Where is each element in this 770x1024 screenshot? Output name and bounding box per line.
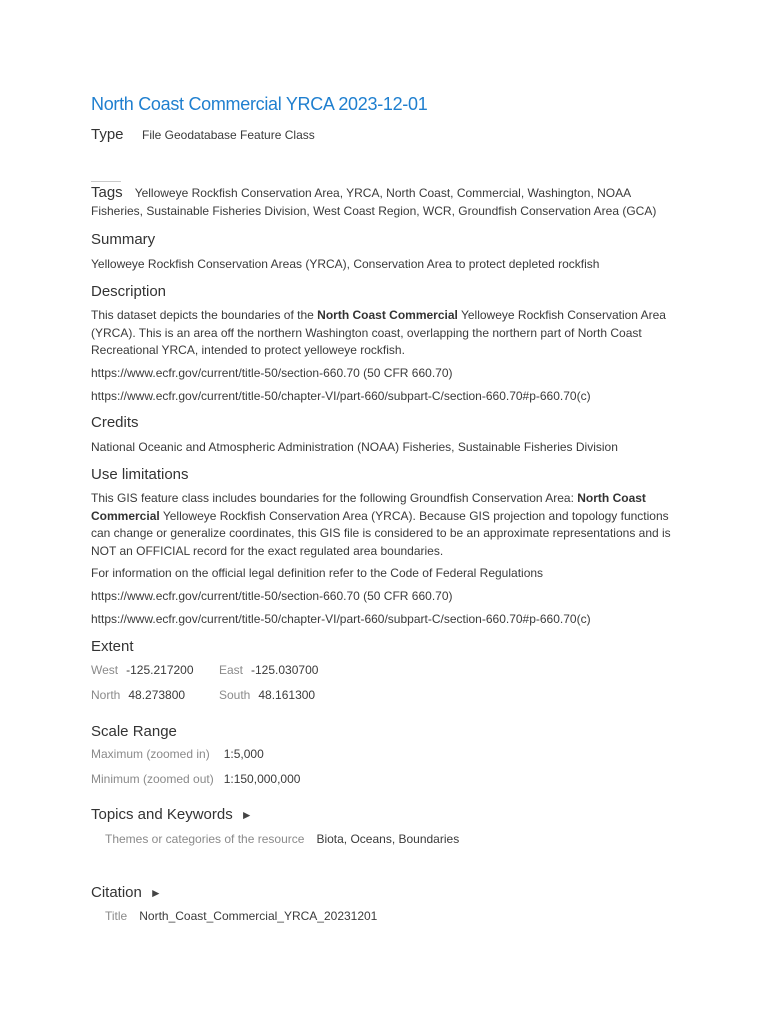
extent-south-value: 48.161300 <box>258 688 316 702</box>
topics-label: Themes or categories of the resource <box>105 832 305 846</box>
extent-west-label: West <box>91 663 119 677</box>
use-limitations-text-end: Yelloweye Rockfish Conservation Area (YRCA). Because GIS projection and topology functions can change or generalize coordinates, this GIS file is considered to be an approximate representations and is NOT an OFFICIAL record for the exact regulated area boundaries. <box>91 508 671 558</box>
citation-heading: Citation <box>91 884 142 901</box>
use-limitations-cfr-note: For information on the official legal definition refer to the Code of Federal Regulations <box>91 566 544 580</box>
extent-south-label: South <box>219 688 251 702</box>
citation-title-label: Title <box>105 909 128 923</box>
extent-north <box>91 688 185 702</box>
extent-south <box>219 688 315 702</box>
description-text-end: Yelloweye Rockfish Conservation Area (YRCA). This is an area off the northern Washington coast, overlapping the northern part of North Coast Recreational YRCA, intended to protect yelloweye rockfish. <box>91 308 666 357</box>
description-link-2[interactable]: https://www.ecfr.gov/current/title-50/chapter-VI/part-660/subpart-C/section-660.70#p-660.70(c) <box>91 389 591 403</box>
tags-label: Tags <box>91 184 123 201</box>
use-limitations-text-start: This GIS feature class includes boundaries for the following Groundfish Conservation Area: <box>91 491 578 505</box>
extent-west-value: -125.217200 <box>126 663 194 677</box>
scale-max-value: 1:5,000 <box>223 747 264 761</box>
credits-text: National Oceanic and Atmospheric Administration (NOAA) Fisheries, Sustainable Fisheries Division <box>91 440 618 454</box>
description-text-start: This dataset depicts the boundaries of the <box>91 308 318 322</box>
scale-max-label: Maximum (zoomed in) <box>91 747 210 761</box>
description-paragraph <box>91 307 671 360</box>
expand-arrow-icon[interactable]: ► <box>149 886 162 900</box>
extent-north-label: North <box>91 688 121 702</box>
use-limitations-heading: Use limitations <box>91 466 189 483</box>
tags-value: Yelloweye Rockfish Conservation Area, YRCA, North Coast, Commercial, Washington, NOAA Fisheries, Sustainable Fisheries Division, West Coast Region, WCR, Groundfish Conservation Area (GCA) <box>91 186 657 218</box>
extent-east-value: -125.030700 <box>251 663 319 677</box>
page-title: North Coast Commercial YRCA 2023-12-01 <box>91 94 428 114</box>
credits-heading: Credits <box>91 414 139 431</box>
divider <box>91 181 121 182</box>
type-row <box>91 126 315 144</box>
type-value: File Geodatabase Feature Class <box>141 128 315 142</box>
tags-block <box>91 184 671 220</box>
description-bold-text: North Coast Commercial <box>317 308 458 322</box>
topics-value: Biota, Oceans, Boundaries <box>316 832 460 846</box>
extent-east-label: East <box>219 663 244 677</box>
summary-heading: Summary <box>91 231 156 248</box>
topics-heading: Topics and Keywords <box>91 806 233 823</box>
citation-title-value: North_Coast_Commercial_YRCA_20231201 <box>139 909 378 923</box>
extent-north-value: 48.273800 <box>128 688 186 702</box>
citation-toggle[interactable] <box>91 884 162 901</box>
scale-range-heading: Scale Range <box>91 723 177 740</box>
extent-heading: Extent <box>91 638 134 655</box>
use-limitations-bold-text: North Coast Commercial <box>91 491 646 523</box>
extent-east <box>219 663 318 677</box>
topics-row <box>105 832 459 846</box>
use-limitations-paragraph <box>91 490 671 560</box>
scale-min-value: 1:150,000,000 <box>223 772 301 786</box>
scale-max <box>91 747 264 761</box>
summary-text: Yelloweye Rockfish Conservation Areas (YRCA), Conservation Area to protect depleted rockfish <box>91 257 600 271</box>
use-limitations-link-1[interactable]: https://www.ecfr.gov/current/title-50/section-660.70 (50 CFR 660.70) <box>91 589 453 603</box>
scale-min <box>91 772 300 786</box>
description-link-1[interactable]: https://www.ecfr.gov/current/title-50/section-660.70 (50 CFR 660.70) <box>91 366 453 380</box>
use-limitations-link-2[interactable]: https://www.ecfr.gov/current/title-50/chapter-VI/part-660/subpart-C/section-660.70#p-660.70(c) <box>91 612 591 626</box>
expand-arrow-icon[interactable]: ► <box>240 808 253 822</box>
description-heading: Description <box>91 283 167 300</box>
citation-title-row <box>105 909 377 923</box>
extent-west <box>91 663 194 677</box>
type-label: Type <box>91 126 124 143</box>
topics-toggle[interactable] <box>91 806 253 823</box>
scale-min-label: Minimum (zoomed out) <box>91 772 214 786</box>
